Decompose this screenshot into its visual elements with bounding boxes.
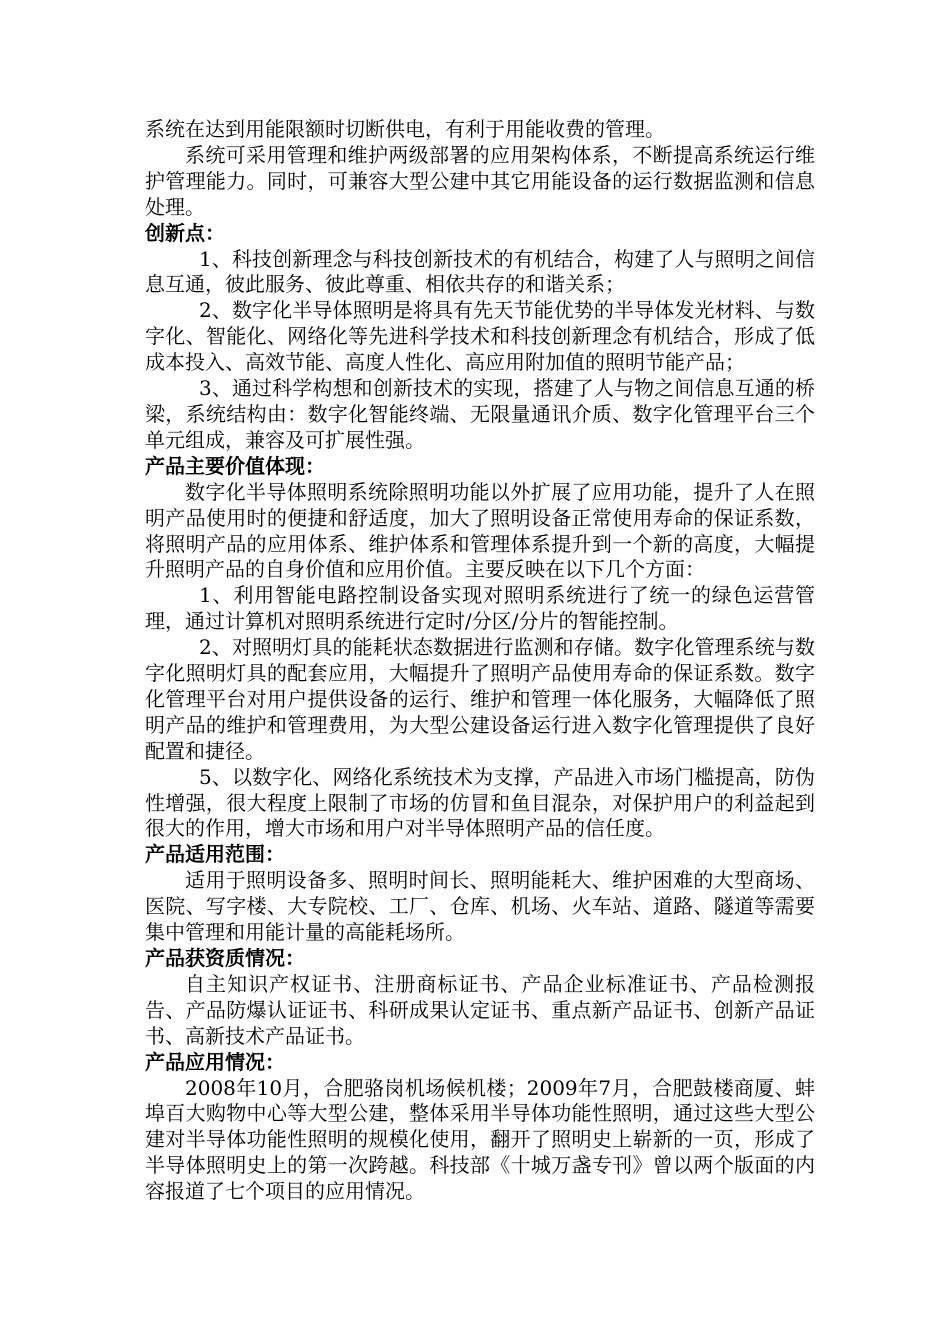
document-page [145, 117, 815, 1205]
applications-paragraph: 2008年10月，合肥骆岗机场候机楼；2009年7月，合肥鼓楼商厦、蚌埠百大购物中心等大型公建，整体采用半导体功能性照明，通过这些大型公建对半导体功能性照明的规模化使用，翻开了照明史上崭新的一页，形成了半导体照明史上的第一次跨越。科技部《十城万盏专刊》曾以两个版面的内容报道了七个项目的应用情况。 [145, 1075, 815, 1204]
section-heading-innovation: 创新点： [145, 220, 225, 245]
innovation-item-2: 2、数字化半导体照明是将具有先天节能优势的半导体发光材料、与数字化、智能化、网络化等先进科学技术和科技创新理念有机结合，形成了低成本投入、高效节能、高度人性化、高应用附加值的照明节能产品； [145, 298, 815, 375]
intro-paragraph-1: 系统在达到用能限额时切断供电，有利于用能收费的管理。 [145, 117, 665, 141]
section-heading-qualifications: 产品获资质情况： [145, 946, 305, 970]
section-heading-value: 产品主要价值体现： [145, 453, 325, 478]
section-heading-applications: 产品应用情况： [145, 1049, 285, 1074]
section-heading-scope: 产品适用范围： [145, 842, 285, 867]
value-item-5: 5、以数字化、网络化系统技术为支撑，产品进入市场门槛提高，防伪性增强，很大程度上限制了市场的仿冒和鱼目混杂，对保护用户的利益起到很大的作用，增大市场和用户对半导体照明产品的信任度。 [145, 764, 815, 841]
qualifications-paragraph: 自主知识产权证书、注册商标证书、产品企业标准证书、产品检测报告、产品防爆认证证书、科研成果认定证书、重点新产品证书、创新产品证书、高新技术产品证书。 [145, 971, 815, 1048]
value-intro-paragraph: 数字化半导体照明系统除照明功能以外扩展了应用功能，提升了人在照明产品使用时的便捷和舒适度，加大了照明设备正常使用寿命的保证系数，将照明产品的应用体系、维护体系和管理体系提升到一个新的高度，大幅提升照明产品的自身价值和应用价值。主要反映在以下几个方面： [145, 479, 815, 582]
intro-paragraph-2: 系统可采用管理和维护两级部署的应用架构体系，不断提高系统运行维护管理能力。同时，可兼容大型公建中其它用能设备的运行数据监测和信息处理。 [145, 142, 815, 219]
innovation-item-1: 1、科技创新理念与科技创新技术的有机结合，构建了人与照明之间信息互通，彼此服务、彼此尊重、相依共存的和谐关系； [145, 246, 815, 297]
value-item-1: 1、利用智能电路控制设备实现对照明系统进行了统一的绿色运营管理，通过计算机对照明系统进行定时/分区/分片的智能控制。 [145, 583, 815, 634]
scope-paragraph: 适用于照明设备多、照明时间长、照明能耗大、维护困难的大型商场、医院、写字楼、大专院校、工厂、仓库、机场、火车站、道路、隧道等需要集中管理和用能计量的高能耗场所。 [145, 868, 815, 945]
value-item-2: 2、对照明灯具的能耗状态数据进行监测和存储。数字化管理系统与数字化照明灯具的配套应用，大幅提升了照明产品使用寿命的保证系数。数字化管理平台对用户提供设备的运行、维护和管理一体化服务，大幅降低了照明产品的维护和管理费用，为大型公建设备运行进入数字化管理提供了良好配置和捷径。 [145, 635, 815, 763]
innovation-item-3: 3、通过科学构想和创新技术的实现，搭建了人与物之间信息互通的桥梁，系统结构由：数字化智能终端、无限量通讯介质、数字化管理平台三个单元组成，兼容及可扩展性强。 [145, 376, 815, 452]
